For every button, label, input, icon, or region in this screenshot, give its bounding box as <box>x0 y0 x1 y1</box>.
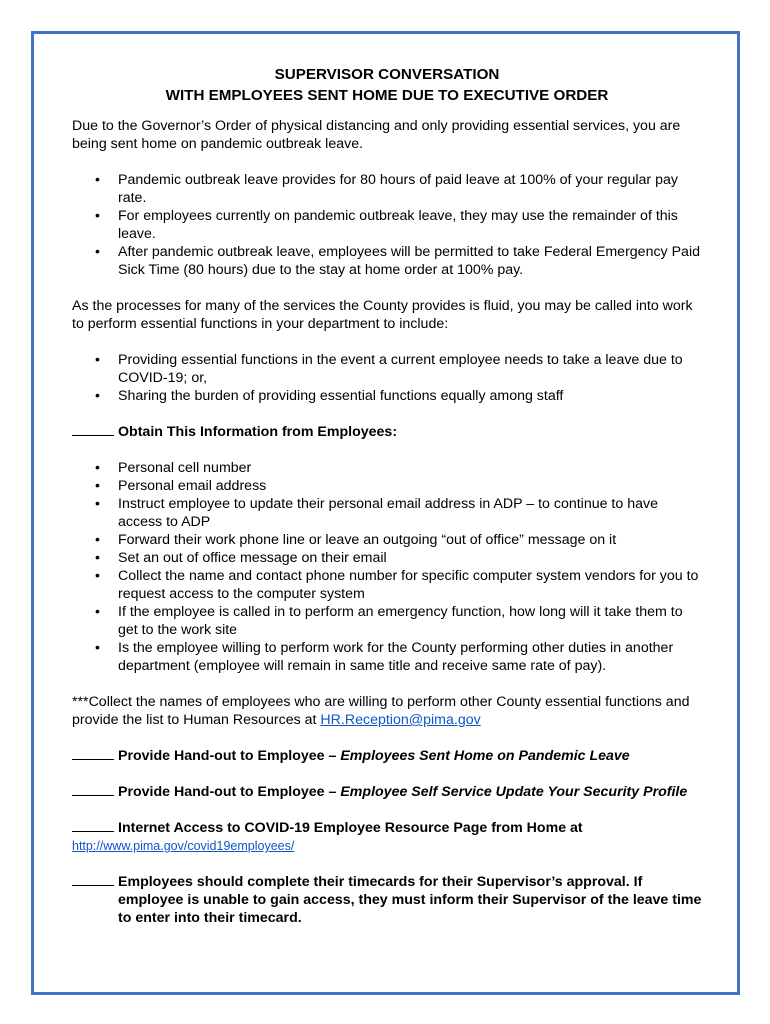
obtain-bullet-list <box>72 459 702 675</box>
list-item: • Set an out of office message on their email <box>118 549 702 567</box>
internet-access-task <box>72 819 702 855</box>
list-item: • Providing essential functions in the event a current employee needs to take a leave due to COVID-19; or, <box>118 351 702 387</box>
list-item: • Collect the name and contact phone number for specific computer system vendors for you to request access to the computer system <box>118 567 702 603</box>
handout-2-title: Employee Self Service Update Your Security Profile <box>340 784 688 800</box>
list-item: • Personal email address <box>118 477 702 495</box>
processes-paragraph: As the processes for many of the services the County provides is fluid, you may be called into work to perform essential functions in your department to include: <box>72 298 693 332</box>
list-item: • After pandemic outbreak leave, employees will be permitted to take Federal Emergency Paid Sick Time (80 hours) due to the stay at home order at 100% pay. <box>118 243 702 279</box>
collect-note-text: ***Collect the names of employees who are willing to perform other County essential functions and provide the list to Human Resources at <box>72 694 690 728</box>
list-item: • Forward their work phone line or leave an outgoing “out of office” message on it <box>118 531 702 549</box>
checkbox-blank-line[interactable] <box>72 873 114 886</box>
checkbox-blank-line[interactable] <box>72 783 114 796</box>
leave-bullet-list <box>72 171 702 279</box>
checkbox-blank-line[interactable] <box>72 747 114 760</box>
handout-1-prefix: Provide Hand-out to Employee – <box>118 748 337 764</box>
list-item: • Instruct employee to update their personal email address in ADP – to continue to have access to ADP <box>118 495 702 531</box>
page-title <box>72 64 702 106</box>
list-item: • Is the employee willing to perform work for the County performing other duties in another department (employee will remain in same title and receive same rate of pay). <box>118 639 702 675</box>
handout-2-task <box>72 783 702 801</box>
collect-note <box>72 693 702 729</box>
internet-heading: Internet Access to COVID-19 Employee Resource Page from Home at <box>118 820 583 836</box>
function-bullet-list <box>72 351 702 405</box>
checkbox-blank-line[interactable] <box>72 423 114 436</box>
document-body <box>72 64 702 927</box>
list-item: • For employees currently on pandemic outbreak leave, they may use the remainder of this leave. <box>118 207 702 243</box>
timecard-task <box>72 873 702 927</box>
obtain-heading: Obtain This Information from Employees: <box>118 424 398 440</box>
list-item: • Pandemic outbreak leave provides for 80 hours of paid leave at 100% of your regular pay rate. <box>118 171 702 207</box>
list-item: • Sharing the burden of providing essential functions equally among staff <box>118 387 702 405</box>
handout-1-title: Employees Sent Home on Pandemic Leave <box>340 748 630 764</box>
timecard-text: Employees should complete their timecards for their Supervisor’s approval. If employee is unable to gain access, they must inform their Supervisor of the leave time to enter into their timecard. <box>118 874 702 926</box>
checkbox-blank-line[interactable] <box>72 819 114 832</box>
list-item: • Personal cell number <box>118 459 702 477</box>
title-line-1: SUPERVISOR CONVERSATION <box>274 66 500 83</box>
handout-1-task <box>72 747 702 765</box>
intro-paragraph: Due to the Governor’s Order of physical distancing and only providing essential services, you are being sent home on pandemic outbreak leave. <box>72 118 681 152</box>
title-line-2: WITH EMPLOYEES SENT HOME DUE TO EXECUTIVE ORDER <box>165 87 609 104</box>
covid-resource-link[interactable]: http://www.pima.gov/covid19employees/ <box>72 839 295 853</box>
list-item: • If the employee is called in to perform an emergency function, how long will it take them to get to the work site <box>118 603 702 639</box>
obtain-info-task <box>72 423 702 441</box>
handout-2-prefix: Provide Hand-out to Employee – <box>118 784 337 800</box>
hr-email-link[interactable]: HR.Reception@pima.gov <box>320 712 481 728</box>
